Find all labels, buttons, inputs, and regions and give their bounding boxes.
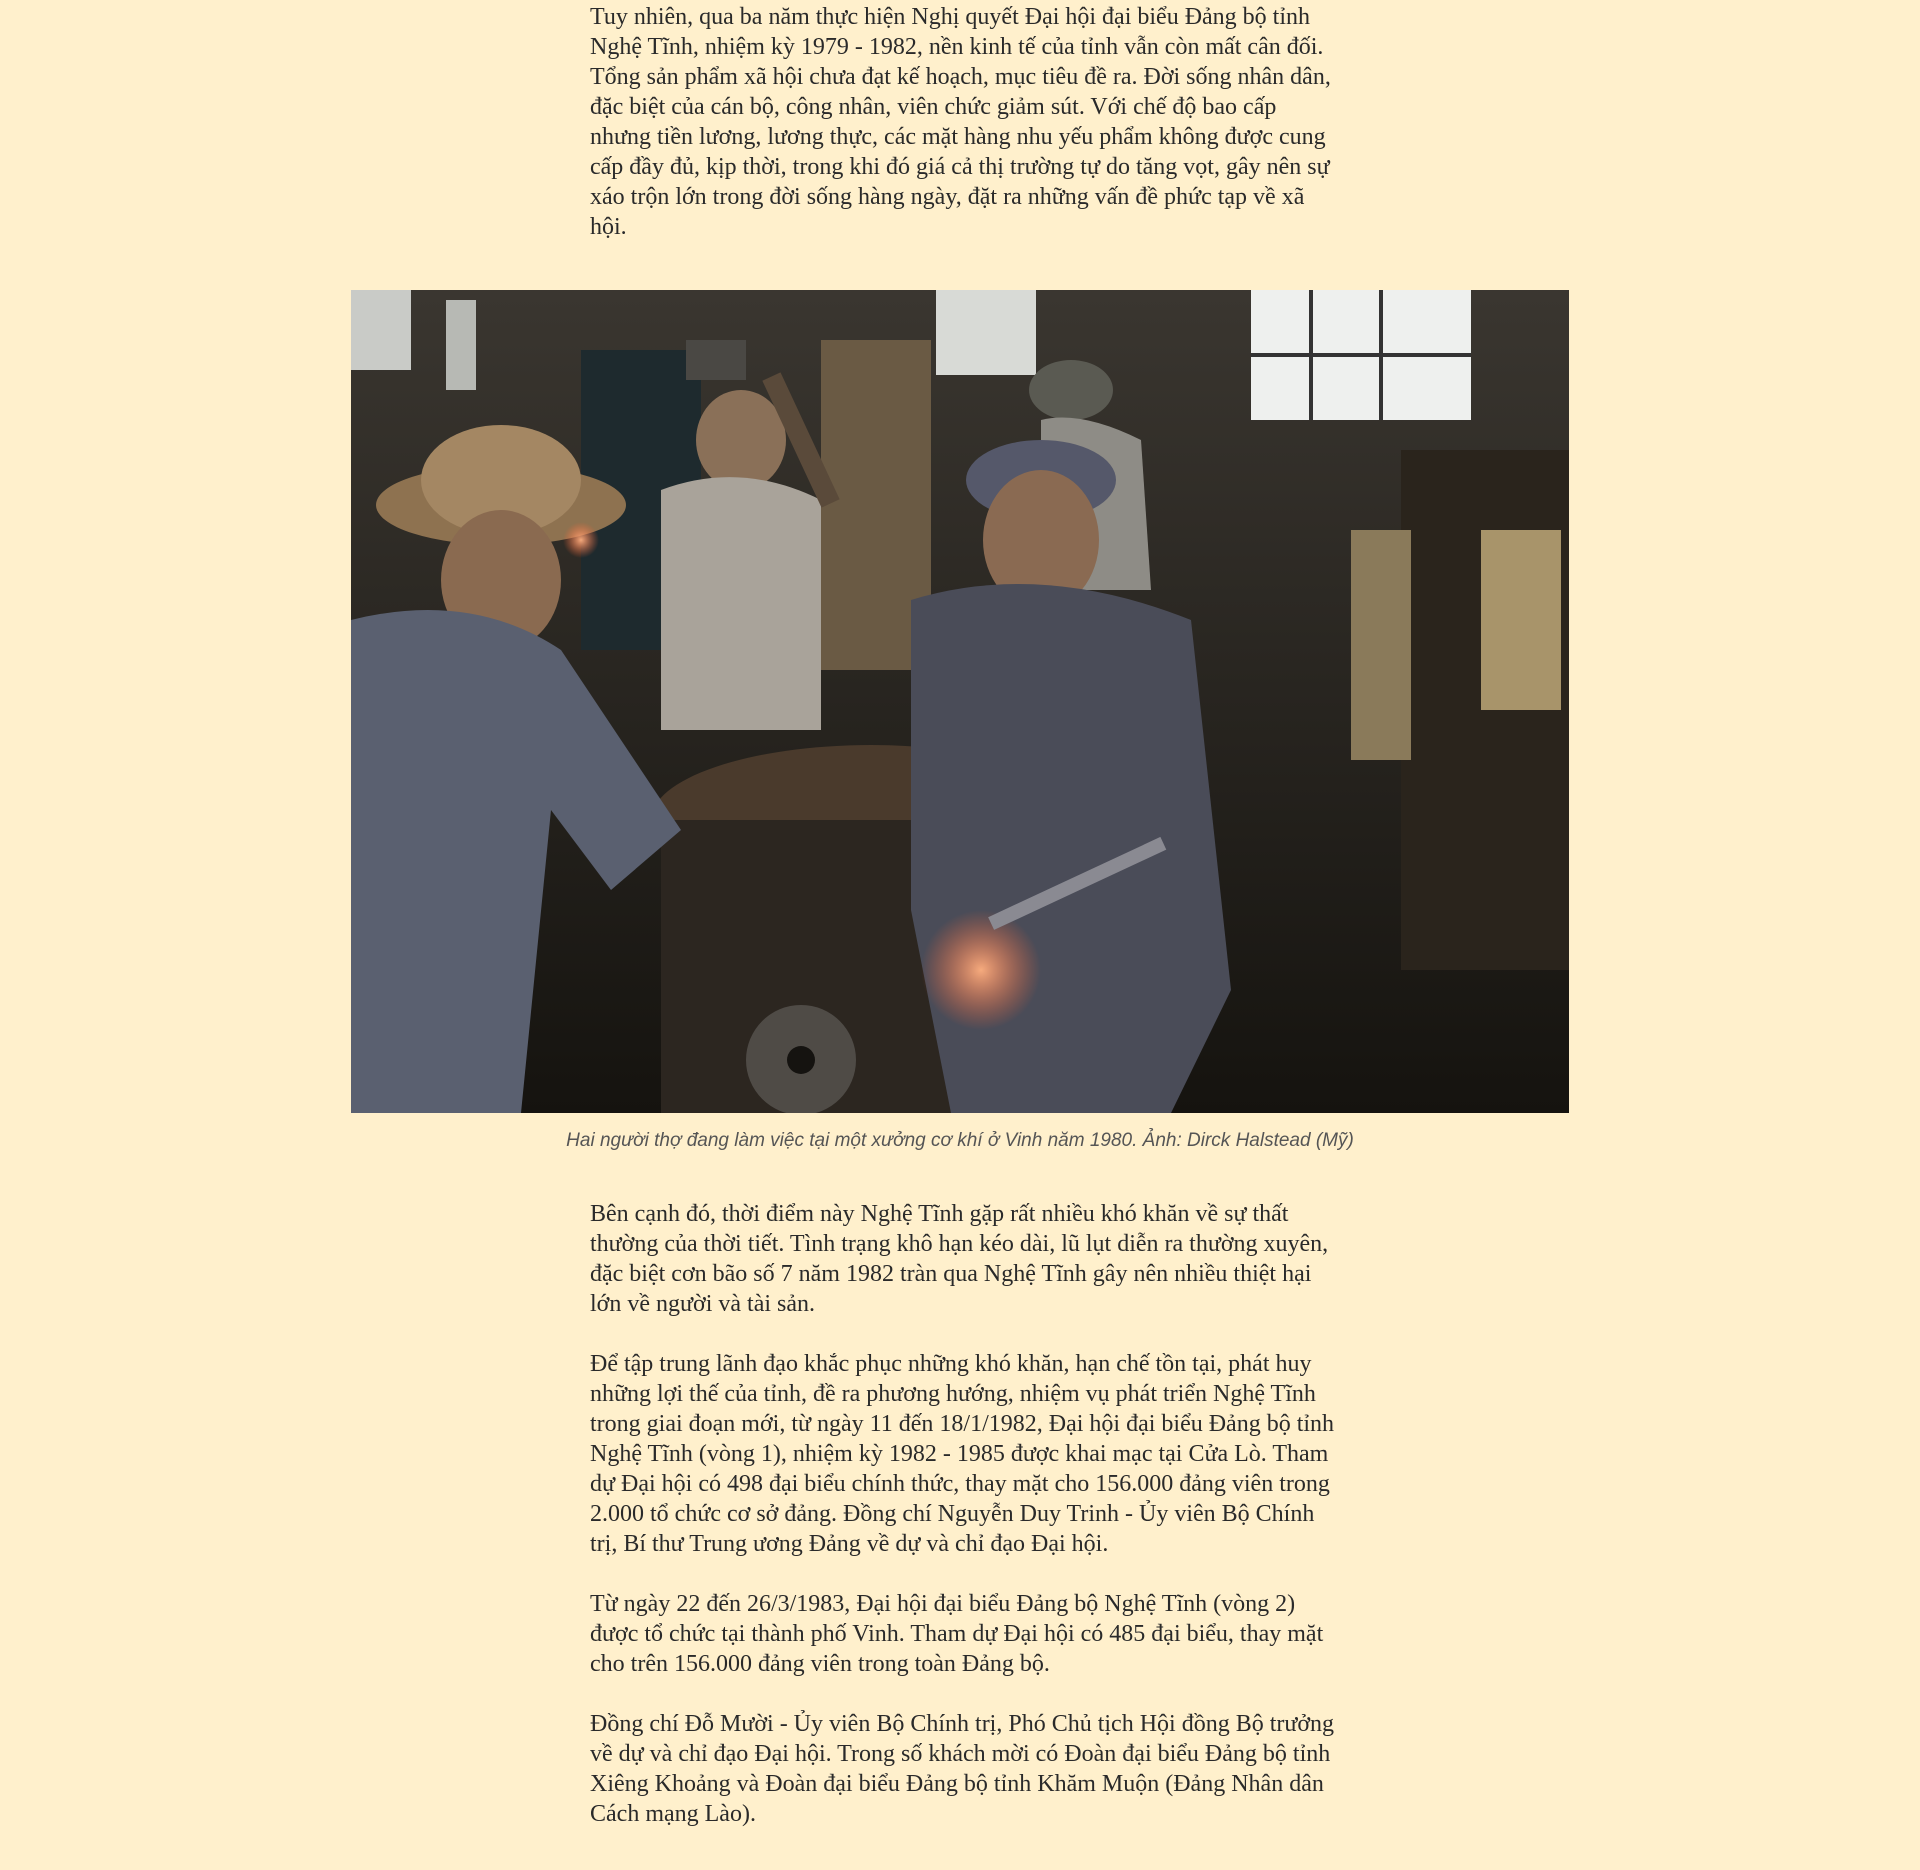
paragraph-economy: Tuy nhiên, qua ba năm thực hiện Nghị quyết Đại hội đại biểu Đảng bộ tỉnh Nghệ Tĩnh, nhiệm kỳ 1979 - 1982, nền kinh tế của tỉnh vẫn còn mất cân đối. Tổng sản phẩm xã hội chưa đạt kế hoạch, mục tiêu đề ra. Đời sống nhân dân, đặc biệt của cán bộ, công nhân, viên chức giảm sút. Với chế độ bao cấp nhưng tiền lương, lương thực, các mặt hàng nhu yếu phẩm không được cung cấp đầy đủ, kịp thời, trong khi đó giá cả thị trường tự do tăng vọt, gây nên sự xáo trộn lớn trong đời sống hàng ngày, đặt ra những vấn đề phức tạp về xã hội.: [590, 4, 1331, 240]
workshop-photo: [351, 290, 1569, 1113]
paragraph-guests: Đồng chí Đỗ Mười - Ủy viên Bộ Chính trị, Phó Chủ tịch Hội đồng Bộ trưởng về dự và chỉ đạo Đại hội. Trong số khách mời có Đoàn đại biểu Đảng bộ tỉnh Xiêng Khoảng và Đoàn đại biểu Đảng bộ tỉnh Khăm Muộn (Đảng Nhân dân Cách mạng Lào).: [590, 1711, 1335, 1827]
paragraph-congress-round-1: Để tập trung lãnh đạo khắc phục những khó khăn, hạn chế tồn tại, phát huy những lợi thế của tỉnh, đề ra phương hướng, nhiệm vụ phát triển Nghệ Tĩnh trong giai đoạn mới, từ ngày 11 đến 18/1/1982, Đại hội đại biểu Đảng bộ tỉnh Nghệ Tĩnh (vòng 1), nhiệm kỳ 1982 - 1985 được khai mạc tại Cửa Lò. Tham dự Đại hội có 498 đại biểu chính thức, thay mặt cho 156.000 đảng viên trong 2.000 tổ chức cơ sở đảng. Đồng chí Nguyễn Duy Trinh - Ủy viên Bộ Chính trị, Bí thư Trung ương Đảng về dự và chỉ đạo Đại hội.: [590, 1351, 1335, 1557]
article-figure: [351, 290, 1569, 1113]
paragraph-congress-round-2: Từ ngày 22 đến 26/3/1983, Đại hội đại biểu Đảng bộ Nghệ Tĩnh (vòng 2) được tổ chức tại thành phố Vinh. Tham dự Đại hội có 485 đại biểu, thay mặt cho trên 156.000 đảng viên trong toàn Đảng bộ.: [590, 1591, 1324, 1677]
article-text-bottom: [590, 1199, 1340, 1859]
figure-caption: Hai người thợ đang làm việc tại một xưởng cơ khí ở Vinh năm 1980. Ảnh: Dirck Halstead (Mỹ): [566, 1130, 1354, 1151]
article-text-top: [590, 2, 1340, 272]
paragraph-weather: Bên cạnh đó, thời điểm này Nghệ Tĩnh gặp rất nhiều khó khăn về sự thất thường của thời tiết. Tình trạng khô hạn kéo dài, lũ lụt diễn ra thường xuyên, đặc biệt cơn bão số 7 năm 1982 tràn qua Nghệ Tĩnh gây nên nhiều thiệt hại lớn về người và tài sản.: [590, 1201, 1329, 1317]
